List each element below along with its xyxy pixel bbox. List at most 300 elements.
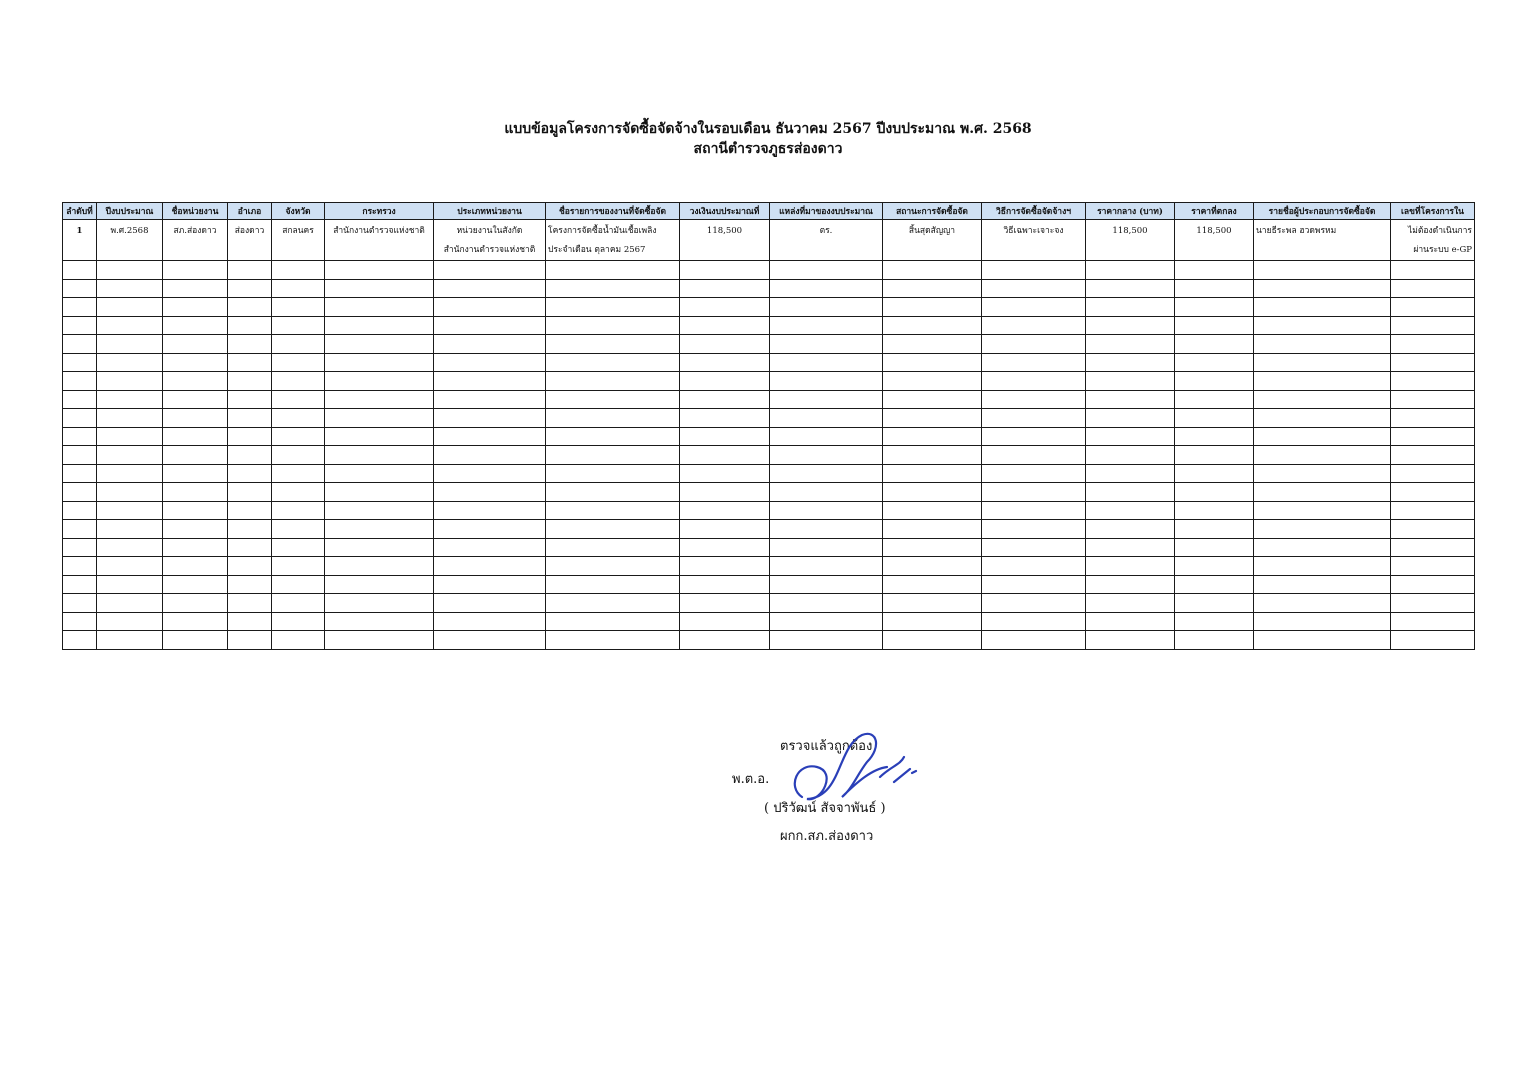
- empty-cell: [434, 427, 546, 446]
- empty-cell: [163, 575, 228, 594]
- empty-cell: [97, 631, 163, 650]
- empty-cell: [982, 353, 1086, 372]
- empty-cell: [1254, 483, 1391, 502]
- empty-cell: [883, 298, 982, 317]
- empty-cell: [546, 298, 680, 317]
- table-row-empty: [63, 353, 1475, 372]
- table-row-empty: [63, 316, 1475, 335]
- col-header-vendor: รายชื่อผู้ประกอบการจัดซื้อจัด: [1254, 203, 1391, 220]
- empty-cell: [883, 353, 982, 372]
- empty-cell: [883, 501, 982, 520]
- empty-cell: [163, 594, 228, 613]
- empty-cell: [982, 520, 1086, 539]
- signer-name: ( ปริวัฒน์ สัจจาพันธ์ ): [764, 801, 886, 816]
- empty-cell: [228, 464, 272, 483]
- empty-cell: [1086, 409, 1175, 428]
- empty-cell: [982, 538, 1086, 557]
- empty-cell: [883, 520, 982, 539]
- empty-cell: [883, 575, 982, 594]
- empty-cell: [883, 261, 982, 280]
- empty-cell: [63, 464, 97, 483]
- empty-cell: [770, 409, 883, 428]
- empty-cell: [63, 446, 97, 465]
- empty-cell: [1086, 427, 1175, 446]
- empty-cell: [1086, 335, 1175, 354]
- empty-cell: [883, 390, 982, 409]
- document-subtitle: สถานีตำรวจภูธรส่องดาว: [693, 141, 843, 157]
- empty-cell: [982, 575, 1086, 594]
- empty-cell: [63, 353, 97, 372]
- empty-cell: [1086, 446, 1175, 465]
- empty-cell: [272, 372, 325, 391]
- empty-cell: [63, 261, 97, 280]
- agency-type-line1: หน่วยงานในสังกัด: [456, 226, 523, 236]
- empty-cell: [1254, 520, 1391, 539]
- empty-cell: [680, 446, 770, 465]
- empty-cell: [680, 483, 770, 502]
- empty-cell: [272, 501, 325, 520]
- empty-cell: [883, 612, 982, 631]
- empty-cell: [982, 316, 1086, 335]
- empty-cell: [680, 279, 770, 298]
- empty-cell: [883, 631, 982, 650]
- empty-cell: [434, 353, 546, 372]
- table-row-empty: [63, 409, 1475, 428]
- empty-cell: [883, 279, 982, 298]
- empty-cell: [325, 261, 434, 280]
- table-row-empty: [63, 594, 1475, 613]
- empty-cell: [272, 316, 325, 335]
- empty-cell: [228, 279, 272, 298]
- empty-cell: [272, 390, 325, 409]
- empty-cell: [1254, 261, 1391, 280]
- empty-cell: [228, 520, 272, 539]
- empty-cell: [325, 464, 434, 483]
- empty-cell: [546, 575, 680, 594]
- empty-cell: [434, 594, 546, 613]
- empty-cell: [63, 409, 97, 428]
- empty-cell: [228, 353, 272, 372]
- empty-cell: [434, 483, 546, 502]
- empty-cell: [272, 335, 325, 354]
- empty-cell: [63, 538, 97, 557]
- empty-cell: [1175, 446, 1254, 465]
- empty-cell: [272, 409, 325, 428]
- empty-cell: [546, 501, 680, 520]
- empty-cell: [1175, 557, 1254, 576]
- empty-cell: [1175, 298, 1254, 317]
- empty-cell: [982, 372, 1086, 391]
- empty-cell: [546, 446, 680, 465]
- empty-cell: [680, 427, 770, 446]
- empty-cell: [1175, 372, 1254, 391]
- cell-year: พ.ศ.2568: [97, 220, 163, 261]
- cell-median-price: 118,500: [1086, 220, 1175, 261]
- table-row-empty: [63, 464, 1475, 483]
- empty-cell: [63, 390, 97, 409]
- empty-cell: [1391, 520, 1475, 539]
- empty-cell: [680, 501, 770, 520]
- empty-cell: [1086, 501, 1175, 520]
- empty-cell: [982, 335, 1086, 354]
- empty-cell: [272, 427, 325, 446]
- empty-cell: [1391, 446, 1475, 465]
- empty-cell: [434, 538, 546, 557]
- empty-cell: [228, 538, 272, 557]
- col-header-no: ลำดับที่: [63, 203, 97, 220]
- empty-cell: [272, 261, 325, 280]
- rank-label: พ.ต.อ.: [732, 772, 770, 787]
- empty-cell: [63, 631, 97, 650]
- empty-cell: [325, 575, 434, 594]
- empty-cell: [325, 335, 434, 354]
- empty-cell: [770, 631, 883, 650]
- empty-cell: [770, 501, 883, 520]
- empty-cell: [228, 390, 272, 409]
- empty-cell: [1254, 594, 1391, 613]
- empty-cell: [63, 372, 97, 391]
- table-row-empty: [63, 483, 1475, 502]
- empty-cell: [163, 483, 228, 502]
- table-row-empty: [63, 427, 1475, 446]
- cell-no: 1: [63, 220, 97, 261]
- empty-cell: [97, 372, 163, 391]
- empty-cell: [680, 464, 770, 483]
- empty-cell: [546, 557, 680, 576]
- empty-cell: [97, 575, 163, 594]
- cell-agreed-price: 118,500: [1175, 220, 1254, 261]
- empty-cell: [228, 612, 272, 631]
- empty-cell: [1086, 261, 1175, 280]
- empty-cell: [228, 298, 272, 317]
- empty-cell: [434, 520, 546, 539]
- empty-cell: [97, 279, 163, 298]
- empty-cell: [228, 557, 272, 576]
- empty-cell: [546, 372, 680, 391]
- empty-cell: [97, 538, 163, 557]
- empty-cell: [1391, 557, 1475, 576]
- empty-cell: [770, 427, 883, 446]
- empty-cell: [1391, 353, 1475, 372]
- empty-cell: [1175, 464, 1254, 483]
- empty-cell: [546, 390, 680, 409]
- empty-cell: [1086, 612, 1175, 631]
- empty-cell: [1391, 594, 1475, 613]
- empty-cell: [228, 575, 272, 594]
- empty-cell: [1175, 390, 1254, 409]
- empty-cell: [770, 612, 883, 631]
- empty-cell: [97, 335, 163, 354]
- empty-cell: [325, 409, 434, 428]
- empty-cell: [163, 372, 228, 391]
- empty-cell: [680, 594, 770, 613]
- empty-cell: [770, 353, 883, 372]
- empty-cell: [1254, 427, 1391, 446]
- empty-cell: [228, 483, 272, 502]
- empty-cell: [272, 483, 325, 502]
- empty-cell: [228, 335, 272, 354]
- empty-cell: [325, 483, 434, 502]
- empty-cell: [1254, 557, 1391, 576]
- empty-cell: [272, 446, 325, 465]
- empty-cell: [680, 409, 770, 428]
- empty-cell: [1175, 335, 1254, 354]
- empty-cell: [1175, 279, 1254, 298]
- project-line2: ผ่านระบบ e-GP: [1413, 245, 1472, 255]
- empty-cell: [770, 594, 883, 613]
- signature-stroke: [795, 734, 916, 799]
- col-header-budget: วงเงินงบประมาณที่: [680, 203, 770, 220]
- col-header-agency: ชื่อหน่วยงาน: [163, 203, 228, 220]
- empty-cell: [546, 612, 680, 631]
- empty-cell: [680, 520, 770, 539]
- col-header-province: จังหวัด: [272, 203, 325, 220]
- empty-cell: [883, 446, 982, 465]
- empty-cell: [883, 409, 982, 428]
- signer-position: ผกก.สภ.ส่องดาว: [780, 829, 874, 844]
- empty-cell: [325, 446, 434, 465]
- empty-cell: [434, 612, 546, 631]
- table-row-empty: [63, 557, 1475, 576]
- empty-cell: [325, 594, 434, 613]
- empty-cell: [325, 316, 434, 335]
- empty-cell: [434, 261, 546, 280]
- empty-cell: [63, 316, 97, 335]
- empty-cell: [272, 575, 325, 594]
- empty-cell: [228, 316, 272, 335]
- cell-method: วิธีเฉพาะเจาะจง: [982, 220, 1086, 261]
- empty-cell: [883, 335, 982, 354]
- empty-cell: [63, 501, 97, 520]
- empty-cell: [1254, 464, 1391, 483]
- empty-cell: [97, 427, 163, 446]
- empty-cell: [680, 557, 770, 576]
- table-row-empty: [63, 298, 1475, 317]
- empty-cell: [1086, 538, 1175, 557]
- empty-cell: [272, 520, 325, 539]
- table-row-empty: [63, 575, 1475, 594]
- empty-cell: [97, 612, 163, 631]
- empty-cell: [982, 298, 1086, 317]
- document-title: แบบข้อมูลโครงการจัดซื้อจัดจ้างในรอบเดือน ธันวาคม 2567 ปีงบประมาณ พ.ศ. 2568: [504, 121, 1032, 137]
- empty-cell: [163, 298, 228, 317]
- empty-cell: [680, 612, 770, 631]
- empty-cell: [325, 298, 434, 317]
- empty-cell: [883, 594, 982, 613]
- empty-cell: [1254, 390, 1391, 409]
- empty-cell: [97, 316, 163, 335]
- empty-cell: [680, 390, 770, 409]
- empty-cell: [982, 483, 1086, 502]
- item-line1: โครงการจัดซื้อน้ำมันเชื้อเพลิง: [548, 226, 657, 236]
- empty-cell: [325, 390, 434, 409]
- empty-cell: [1391, 612, 1475, 631]
- empty-cell: [546, 464, 680, 483]
- empty-cell: [1086, 390, 1175, 409]
- empty-cell: [434, 298, 546, 317]
- empty-cell: [546, 427, 680, 446]
- empty-cell: [1254, 631, 1391, 650]
- empty-cell: [325, 631, 434, 650]
- empty-cell: [228, 261, 272, 280]
- empty-cell: [163, 631, 228, 650]
- empty-cell: [63, 594, 97, 613]
- cell-project-no: [1391, 220, 1475, 261]
- col-header-source: แหล่งที่มาของงบประมาณ: [770, 203, 883, 220]
- empty-cell: [1086, 353, 1175, 372]
- cell-status: สิ้นสุดสัญญา: [883, 220, 982, 261]
- col-header-method: วิธีการจัดซื้อจัดจ้างฯ: [982, 203, 1086, 220]
- empty-cell: [228, 372, 272, 391]
- empty-cell: [680, 631, 770, 650]
- empty-cell: [883, 538, 982, 557]
- empty-cell: [97, 520, 163, 539]
- empty-cell: [982, 594, 1086, 613]
- empty-cell: [1391, 372, 1475, 391]
- table-row-empty: [63, 538, 1475, 557]
- empty-cell: [1254, 316, 1391, 335]
- empty-cell: [434, 446, 546, 465]
- empty-cell: [1175, 612, 1254, 631]
- empty-cell: [883, 316, 982, 335]
- empty-cell: [228, 594, 272, 613]
- empty-cell: [1254, 538, 1391, 557]
- empty-cell: [272, 612, 325, 631]
- empty-cell: [1086, 557, 1175, 576]
- empty-cell: [163, 316, 228, 335]
- cell-source: ตร.: [770, 220, 883, 261]
- empty-cell: [1086, 631, 1175, 650]
- empty-cell: [1086, 316, 1175, 335]
- empty-cell: [1254, 279, 1391, 298]
- empty-cell: [982, 464, 1086, 483]
- table-row-empty: [63, 261, 1475, 280]
- empty-cell: [325, 520, 434, 539]
- empty-cell: [982, 446, 1086, 465]
- empty-cell: [163, 261, 228, 280]
- empty-cell: [1175, 575, 1254, 594]
- empty-cell: [546, 353, 680, 372]
- empty-cell: [680, 316, 770, 335]
- empty-cell: [163, 335, 228, 354]
- empty-cell: [546, 520, 680, 539]
- empty-cell: [770, 483, 883, 502]
- empty-cell: [163, 557, 228, 576]
- procurement-table: [62, 202, 1475, 650]
- col-header-agency-type: ประเภทหน่วยงาน: [434, 203, 546, 220]
- empty-cell: [883, 372, 982, 391]
- empty-cell: [1254, 335, 1391, 354]
- empty-cell: [272, 298, 325, 317]
- empty-cell: [97, 390, 163, 409]
- empty-cell: [97, 298, 163, 317]
- empty-cell: [272, 464, 325, 483]
- empty-cell: [770, 520, 883, 539]
- empty-cell: [1254, 298, 1391, 317]
- table-row-empty: [63, 501, 1475, 520]
- empty-cell: [1086, 464, 1175, 483]
- empty-cell: [228, 501, 272, 520]
- empty-cell: [770, 464, 883, 483]
- empty-cell: [1391, 316, 1475, 335]
- empty-cell: [434, 390, 546, 409]
- empty-cell: [163, 538, 228, 557]
- empty-cell: [228, 409, 272, 428]
- empty-cell: [982, 409, 1086, 428]
- table-row-empty: [63, 520, 1475, 539]
- empty-cell: [546, 483, 680, 502]
- empty-cell: [1254, 446, 1391, 465]
- empty-cell: [770, 538, 883, 557]
- document-header: [0, 120, 1536, 158]
- empty-cell: [272, 594, 325, 613]
- empty-cell: [325, 557, 434, 576]
- table-row-empty: [63, 390, 1475, 409]
- empty-cell: [982, 612, 1086, 631]
- cell-district: ส่องดาว: [228, 220, 272, 261]
- empty-cell: [1391, 501, 1475, 520]
- table-row-empty: [63, 612, 1475, 631]
- empty-cell: [163, 446, 228, 465]
- empty-cell: [1391, 279, 1475, 298]
- empty-cell: [163, 520, 228, 539]
- empty-cell: [546, 409, 680, 428]
- project-line1: ไม่ต้องดำเนินการ: [1408, 226, 1472, 236]
- table-row-empty: [63, 279, 1475, 298]
- empty-cell: [272, 631, 325, 650]
- empty-cell: [1175, 409, 1254, 428]
- empty-cell: [546, 594, 680, 613]
- empty-cell: [325, 427, 434, 446]
- empty-cell: [546, 261, 680, 280]
- empty-cell: [770, 279, 883, 298]
- empty-cell: [1391, 538, 1475, 557]
- empty-cell: [1391, 631, 1475, 650]
- cell-budget: 118,500: [680, 220, 770, 261]
- cell-vendor: นายธีระพล ฮวดพรหม: [1254, 220, 1391, 261]
- empty-cell: [546, 631, 680, 650]
- empty-cell: [680, 298, 770, 317]
- empty-cell: [770, 316, 883, 335]
- empty-cell: [97, 353, 163, 372]
- empty-cell: [982, 261, 1086, 280]
- empty-cell: [228, 631, 272, 650]
- empty-cell: [63, 612, 97, 631]
- empty-cell: [982, 631, 1086, 650]
- table-row-empty: [63, 335, 1475, 354]
- empty-cell: [325, 538, 434, 557]
- empty-cell: [883, 483, 982, 502]
- empty-cell: [680, 575, 770, 594]
- empty-cell: [546, 335, 680, 354]
- empty-cell: [63, 279, 97, 298]
- empty-cell: [1086, 575, 1175, 594]
- empty-cell: [1391, 298, 1475, 317]
- empty-cell: [163, 409, 228, 428]
- empty-cell: [1391, 464, 1475, 483]
- empty-cell: [272, 279, 325, 298]
- table-row: [63, 220, 1475, 261]
- empty-cell: [982, 279, 1086, 298]
- empty-cell: [63, 520, 97, 539]
- col-header-year: ปีงบประมาณ: [97, 203, 163, 220]
- empty-cell: [228, 446, 272, 465]
- empty-cell: [1086, 520, 1175, 539]
- empty-cell: [680, 261, 770, 280]
- col-header-item: ชื่อรายการของงานที่จัดซื้อจัด: [546, 203, 680, 220]
- empty-cell: [163, 390, 228, 409]
- empty-cell: [434, 464, 546, 483]
